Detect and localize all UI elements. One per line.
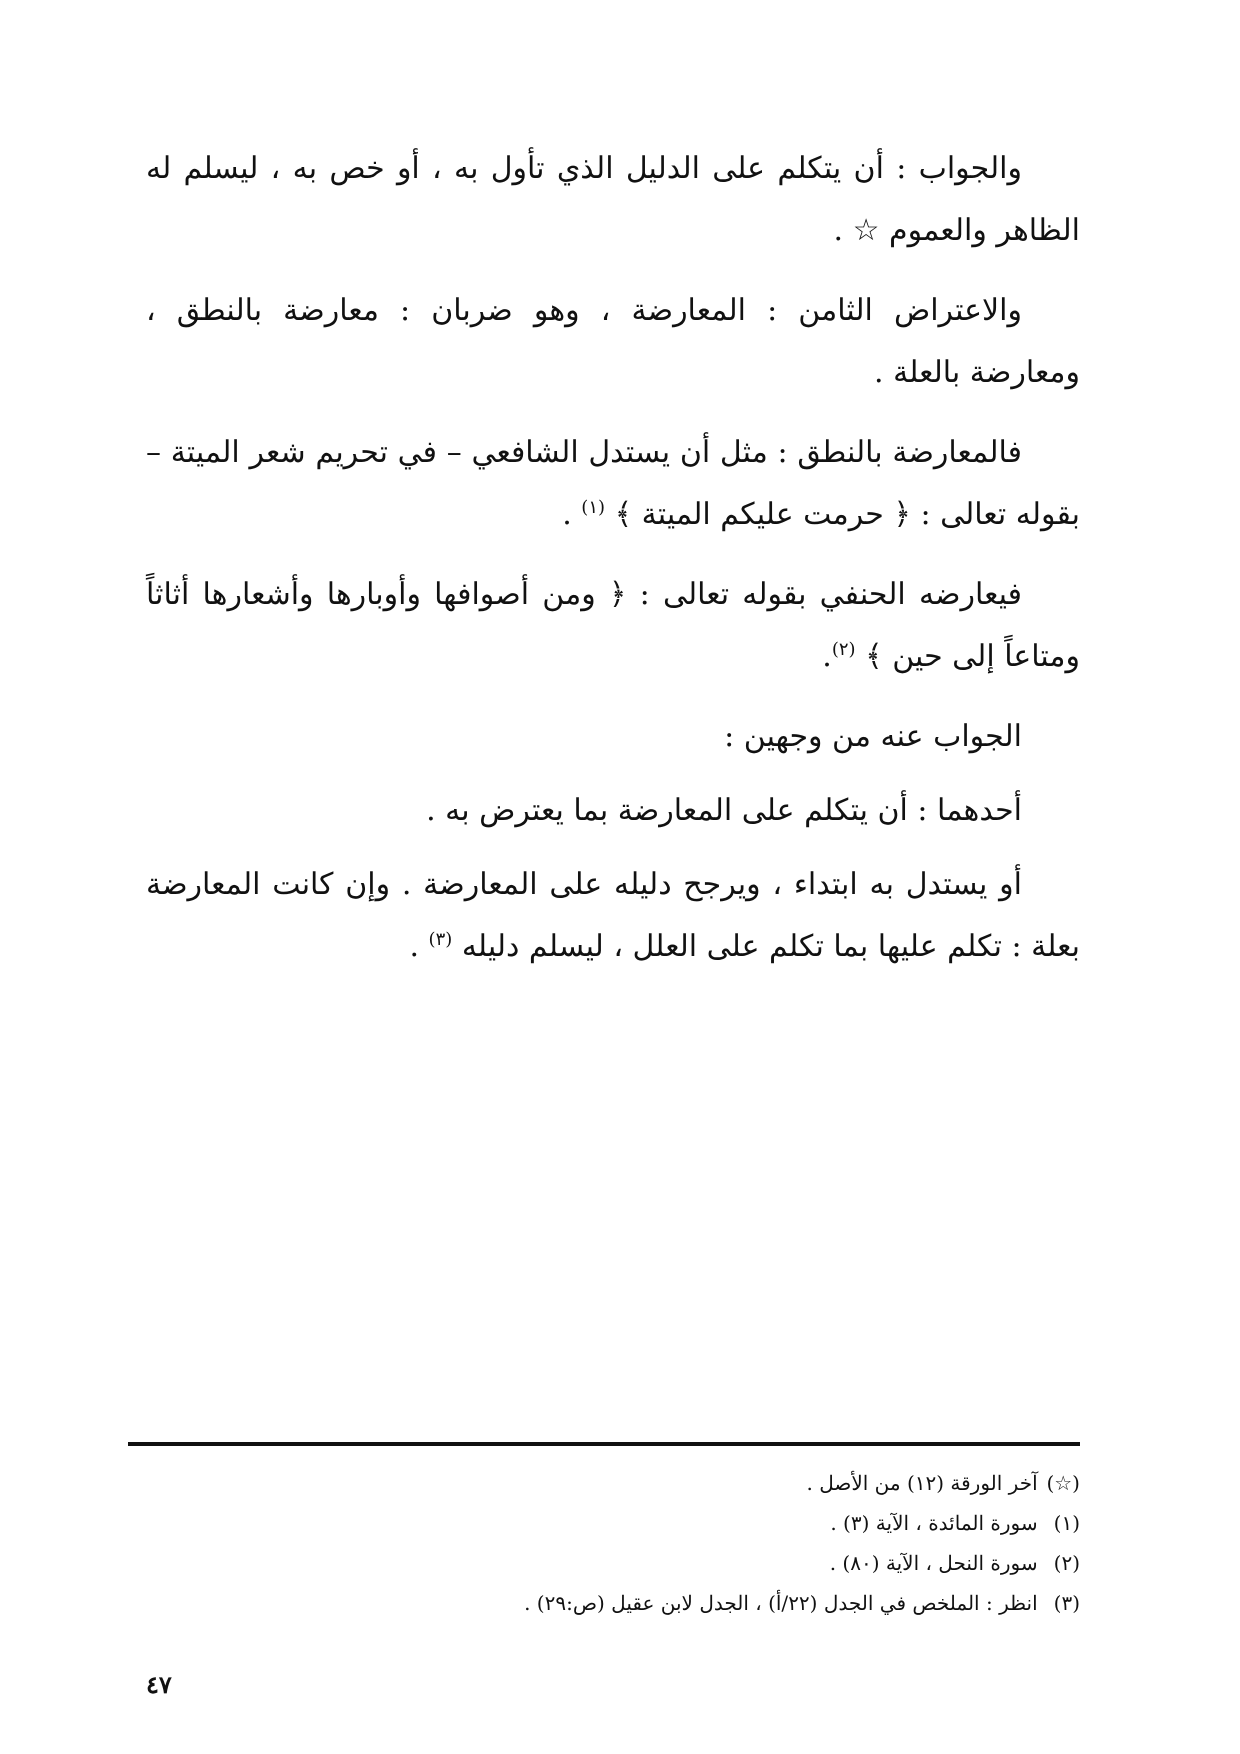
footnote-item <box>300 1463 1080 1503</box>
footnote-text: سورة المائدة ، الآية (٣) . <box>830 1511 1038 1535</box>
footnote-item <box>300 1503 1080 1543</box>
footnote-mark: (☆) <box>1046 1471 1080 1495</box>
page-number: ٤٧ <box>146 1670 172 1699</box>
paragraph-text: والاعتراض الثامن : المعارضة ، وهو ضربان : معارضة بالنطق ، ومعارضة بالعلة . <box>146 293 1080 390</box>
footnote-reference: (٣) <box>428 929 453 950</box>
footnote-text: انظر : الملخص في الجدل (٢٢/أ) ، الجدل لابن عقيل (ص:٢٩) . <box>524 1591 1038 1615</box>
footnote-mark: (٣) <box>1053 1591 1080 1615</box>
paragraph-end: . <box>562 497 582 532</box>
paragraph-answer-heading <box>146 706 1080 768</box>
paragraph-end: . <box>409 929 429 964</box>
footnote-divider <box>128 1442 1080 1446</box>
main-text <box>146 138 1080 996</box>
paragraph-text: أو يستدل به ابتداء ، ويرجح دليله على المعارضة . وإن كانت المعارضة بعلة : تكلم عليها بما تكلم على العلل ، ليسلم دليله <box>146 867 1080 964</box>
paragraph-text: فالمعارضة بالنطق : مثل أن يستدل الشافعي – في تحريم شعر الميتة – بقوله تعالى : ﴿ حرمت عليكم الميتة ﴾ <box>146 435 1080 532</box>
footnote-mark: (١) <box>1053 1511 1080 1535</box>
paragraph-text-opposition <box>146 422 1080 546</box>
footnote-reference: (١) <box>581 497 606 518</box>
paragraph-text: أحدهما : أن يتكلم على المعارضة بما يعترض به . <box>426 793 1022 828</box>
footnote-item <box>300 1583 1080 1623</box>
footnote-mark: (٢) <box>1053 1551 1080 1575</box>
paragraph-end: . <box>822 639 832 674</box>
paragraph-hanafi-opposition <box>146 564 1080 688</box>
paragraph-eighth-objection <box>146 280 1080 404</box>
paragraph-text: والجواب : أن يتكلم على الدليل الذي تأول به ، أو خص به ، ليسلم له الظاهر والعموم ☆ . <box>146 151 1080 248</box>
paragraph-text: الجواب عنه من وجهين : <box>724 719 1022 754</box>
footnote-reference: (٢) <box>831 639 856 660</box>
paragraph-answer-to-seventh-objection <box>146 138 1080 262</box>
paragraph-text: فيعارضه الحنفي بقوله تعالى : ﴿ ومن أصوافها وأوبارها وأشعارها أثاثاً ومتاعاً إلى حين ﴾ <box>146 577 1080 674</box>
footnote-item <box>300 1543 1080 1583</box>
footnote-text: سورة النحل ، الآية (٨٠) . <box>829 1551 1038 1575</box>
paragraph-first-way <box>146 780 1080 842</box>
footnotes <box>300 1463 1080 1623</box>
paragraph-second-way <box>146 854 1080 978</box>
footnote-text: آخر الورقة (١٢) من الأصل . <box>806 1471 1038 1495</box>
